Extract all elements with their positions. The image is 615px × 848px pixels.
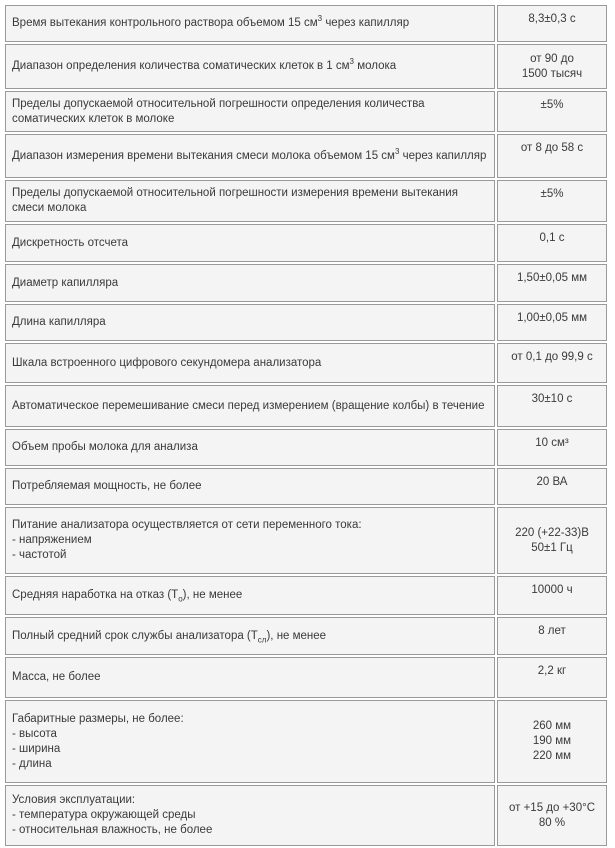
spec-value-text: 10 см³: [535, 437, 569, 449]
spec-row: [5, 91, 607, 132]
spec-parameter-cell: [5, 429, 495, 466]
superscript-text: 3: [317, 14, 323, 24]
spec-value-cell: [497, 304, 607, 341]
spec-value-cell: [497, 657, 607, 698]
spec-value-text: 80 %: [538, 816, 566, 829]
spec-value-text: 10000 ч: [531, 584, 573, 596]
subscript-text: о: [178, 594, 183, 604]
spec-value-cell: [497, 343, 607, 383]
spec-row: [5, 180, 607, 222]
spec-value-cell: [497, 576, 607, 615]
spec-parameter-cell: [5, 5, 495, 42]
spec-parameter-text: ), не менее: [266, 629, 327, 642]
spec-value-text: 190 мм: [532, 735, 572, 747]
spec-parameter-text: Диаметр капилляра: [12, 276, 119, 289]
spec-parameter-text: Дискретность отсчета: [12, 236, 129, 249]
spec-parameter-text: Полный средний срок службы анализатора (Т: [12, 629, 258, 642]
spec-parameter-cell: [5, 44, 495, 89]
spec-value-text: 260 мм: [532, 720, 572, 732]
spec-value-cell: [497, 429, 607, 466]
spec-row: [5, 468, 607, 505]
spec-parameter-text: Шкала встроенного цифрового секундомера анализатора: [12, 356, 322, 369]
spec-parameter-text: Условия эксплуатации:: [12, 794, 136, 806]
spec-parameter-subitem: - температура окружающей среды: [12, 809, 196, 821]
spec-parameter-text: Масса, не более: [12, 671, 101, 683]
spec-parameter-cell: [5, 91, 495, 132]
spec-value-text: 30±10 с: [531, 393, 573, 405]
spec-value-text: 1,50±0,05 мм: [516, 272, 588, 284]
spec-parameter-text: Средняя наработка на отказ (Т: [12, 589, 179, 601]
spec-value-text: 220 мм: [532, 750, 572, 762]
spec-parameter-text: молока: [354, 60, 397, 72]
spec-parameter-text: Длина капилляра: [12, 316, 106, 328]
spec-value-text: 1,00±0,05 мм: [516, 312, 588, 324]
spec-value-text: 50±1 Гц: [531, 541, 573, 554]
spec-parameter-subitem: - напряжением: [12, 534, 92, 546]
spec-parameter-text: через капилляр: [322, 17, 410, 29]
spec-parameter-cell: [5, 700, 495, 783]
spec-value-cell: [497, 700, 607, 783]
spec-parameter-cell: [5, 468, 495, 505]
spec-parameter-subitem: - частотой: [12, 549, 67, 561]
spec-parameter-text: Диапазон измерения времени вытекания смеси молока объемом 15 см: [12, 149, 395, 162]
spec-row: [5, 134, 607, 178]
spec-row: [5, 617, 607, 655]
spec-value-text: 20 ВА: [536, 476, 568, 488]
spec-row: [5, 44, 607, 89]
spec-value-cell: [497, 785, 607, 846]
spec-value-cell: [497, 468, 607, 505]
superscript-text: 3: [394, 146, 400, 156]
spec-row: [5, 5, 607, 42]
spec-row: [5, 264, 607, 302]
spec-parameter-cell: [5, 507, 495, 574]
spec-value-cell: [497, 264, 607, 302]
spec-value-text: от 0,1 до 99,9 с: [511, 351, 593, 363]
spec-value-cell: [497, 180, 607, 222]
spec-row: [5, 700, 607, 783]
spec-parameter-cell: [5, 224, 495, 262]
spec-parameter-text: через капилляр: [399, 149, 487, 162]
spec-parameter-cell: [5, 657, 495, 698]
spec-parameter-cell: [5, 180, 495, 222]
spec-parameter-subitem: - высота: [12, 727, 57, 740]
spec-row: [5, 304, 607, 341]
spec-parameter-text: Потребляемая мощность, не более: [12, 480, 202, 492]
spec-parameter-cell: [5, 343, 495, 383]
spec-value-text: 220 (+22-33)В: [515, 526, 589, 539]
spec-value-text: 0,1 с: [539, 232, 565, 244]
spec-parameter-text: Объем пробы молока для анализа: [12, 441, 198, 453]
spec-value-text: 1500 тысяч: [521, 67, 583, 80]
spec-value-text: от 8 до 58 с: [520, 142, 584, 154]
spec-value-cell: [497, 507, 607, 574]
spec-parameter-text: Пределы допускаемой относительной погрешности измерения времени вытекания смеси молока: [12, 187, 458, 214]
spec-value-text: 2,2 кг: [537, 665, 567, 677]
superscript-text: 3: [349, 57, 354, 67]
spec-value-cell: [497, 5, 607, 42]
spec-value-cell: [497, 224, 607, 262]
spec-row: [5, 224, 607, 262]
spec-row: [5, 385, 607, 427]
spec-row: [5, 785, 607, 846]
subscript-text: сл: [257, 634, 267, 644]
spec-parameter-cell: [5, 134, 495, 178]
spec-parameter-text: Время вытекания контрольного раствора объемом 15 см: [12, 17, 318, 29]
spec-parameter-text: ), не менее: [182, 589, 243, 601]
spec-parameter-cell: [5, 785, 495, 846]
spec-parameter-subitem: - ширина: [12, 742, 61, 755]
spec-parameter-cell: [5, 385, 495, 427]
spec-parameter-cell: [5, 264, 495, 302]
spec-row: [5, 657, 607, 698]
spec-value-text: от 90 до: [530, 52, 574, 65]
spec-value-cell: [497, 385, 607, 427]
spec-value-text: 8 лет: [538, 625, 566, 637]
spec-row: [5, 507, 607, 574]
spec-value-text: 8,3±0,3 с: [528, 13, 576, 25]
specifications-table: [3, 3, 609, 848]
spec-parameter-text: Автоматическое перемешивание смеси перед измерением (вращение колбы) в течение: [12, 399, 485, 412]
spec-parameter-text: Питание анализатора осуществляется от сети переменного тока:: [12, 519, 362, 531]
spec-value-text: от +15 до +30°С: [508, 801, 596, 814]
spec-parameter-subitem: - относительная влажность, не более: [12, 824, 213, 836]
spec-parameter-text: Габаритные размеры, не более:: [12, 712, 184, 725]
spec-parameter-text: Пределы допускаемой относительной погрешности определения количества соматических клеток в молоке: [12, 97, 425, 125]
spec-parameter-cell: [5, 576, 495, 615]
spec-row: [5, 343, 607, 383]
spec-parameter-subitem: - длина: [12, 757, 52, 770]
spec-parameter-cell: [5, 304, 495, 341]
spec-value-text: ±5%: [540, 99, 564, 111]
spec-row: [5, 576, 607, 615]
spec-value-cell: [497, 91, 607, 132]
spec-value-cell: [497, 44, 607, 89]
spec-parameter-cell: [5, 617, 495, 655]
spec-parameter-text: Диапазон определения количества соматических клеток в 1 см: [12, 60, 350, 72]
spec-row: [5, 429, 607, 466]
spec-value-cell: [497, 134, 607, 178]
spec-value-cell: [497, 617, 607, 655]
spec-value-text: ±5%: [540, 188, 564, 200]
specifications-table-body: [5, 5, 607, 846]
